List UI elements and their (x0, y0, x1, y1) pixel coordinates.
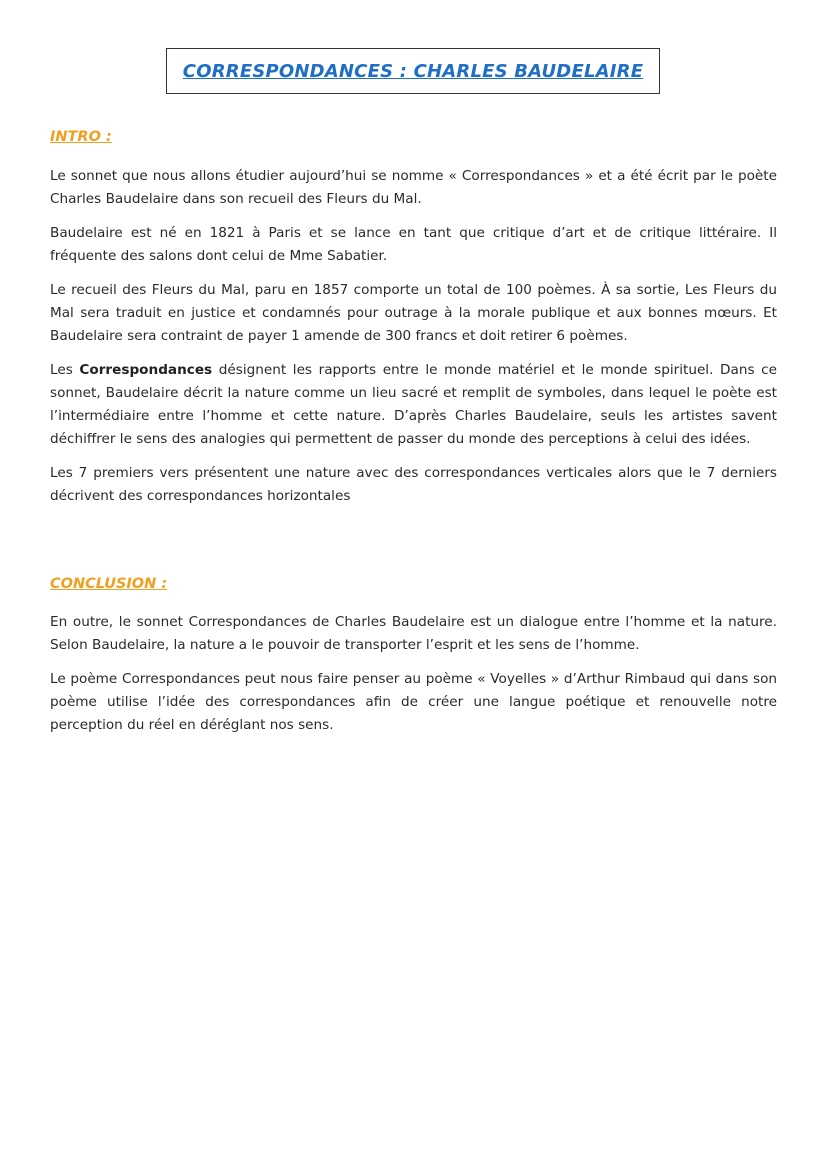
intro-section (50, 165, 777, 519)
correspondances-term: Correspondances (79, 362, 213, 378)
title-box (166, 48, 660, 94)
intro-paragraph-4-rest: désignent les rapports entre le monde matériel et le monde spirituel. Dans ce sonnet, Baudelaire décrit la nature comme un lieu sacré et remplit de symboles, dans lequel le poète est l’intermédiaire entre l’homme et cette nature. D’après Charles Baudelaire, seuls les artistes savent déchiffrer le sens des analogies qui permettent de passer du monde des perceptions à celui des idées. (50, 362, 777, 447)
conclusion-paragraph-1: En outre, le sonnet Correspondances de Charles Baudelaire est un dialogue entre l’homme et la nature. Selon Baudelaire, la nature a le pouvoir de transporter l’esprit et les sens de l’homme. (50, 614, 777, 653)
intro-paragraph-1: Le sonnet que nous allons étudier aujourd’hui se nomme « Correspondances » et a été écrit par le poète Charles Baudelaire dans son recueil des Fleurs du Mal. (50, 168, 777, 207)
intro-paragraph-4 (50, 359, 777, 451)
conclusion-heading: CONCLUSION : (50, 576, 168, 592)
intro-paragraph-3: Le recueil des Fleurs du Mal, paru en 1857 comporte un total de 100 poèmes. À sa sortie, Les Fleurs du Mal sera traduit en justice et condamnés pour outrage à la morale publique et aux bonnes mœurs. Et Baudelaire sera contraint de payer 1 amende de 300 francs et doit retirer 6 poèmes. (50, 282, 777, 344)
conclusion-section (50, 611, 777, 748)
page-title: CORRESPONDANCES : CHARLES BAUDELAIRE (182, 60, 644, 82)
intro-paragraph-4-lead: Les (50, 362, 80, 378)
intro-paragraph-2: Baudelaire est né en 1821 à Paris et se lance en tant que critique d’art et de critique littéraire. Il fréquente des salons dont celui de Mme Sabatier. (50, 225, 777, 264)
intro-heading: INTRO : (50, 129, 112, 145)
intro-paragraph-5: Les 7 premiers vers présentent une nature avec des correspondances verticales alors que le 7 derniers décrivent des correspondances horizontales (50, 465, 777, 504)
conclusion-paragraph-2: Le poème Correspondances peut nous faire penser au poème « Voyelles » d’Arthur Rimbaud qui dans son poème utilise l’idée des correspondances afin de créer une langue poétique et renouvelle notre perception du réel en déréglant nos sens. (50, 671, 777, 733)
